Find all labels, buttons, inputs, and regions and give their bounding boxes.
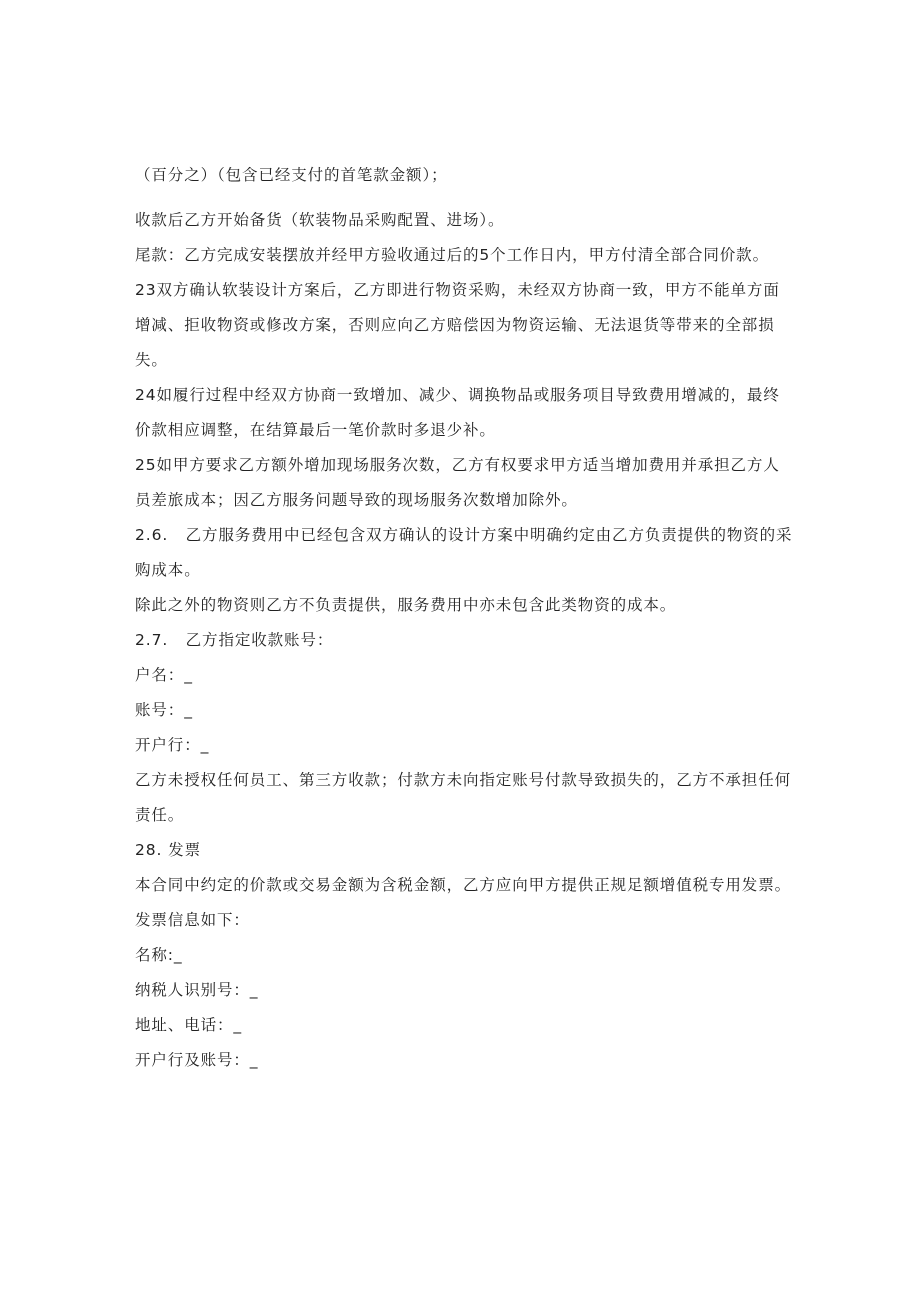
field-address-phone: 地址、电话：_	[135, 1016, 243, 1034]
paragraph-clause-2-6: 2.6. 乙方服务费用中已经包含双方确认的设计方案中明确约定由乙方负责提供的物资的采购成本。	[135, 526, 793, 579]
field-account-name: 户名：_	[135, 666, 193, 684]
paragraph-final-payment: 尾款：乙方完成安装摆放并经甲方验收通过后的5个工作日内，甲方付清全部合同价款。	[135, 246, 769, 264]
paragraph-clause-2-7: 2.7. 乙方指定收款账号：	[135, 631, 334, 649]
paragraph-no-authorization: 乙方未授权任何员工、第三方收款；付款方未向指定账号付款导致损失的，乙方不承担任何责任。	[135, 771, 792, 824]
field-bank: 开户行：_	[135, 736, 210, 754]
paragraph-payment-percentage: （百分之）（包含已经支付的首笔款金额）；	[135, 166, 448, 184]
paragraph-other-materials: 除此之外的物资则乙方不负责提供，服务费用中亦未包含此类物资的成本。	[135, 596, 677, 614]
paragraph-stocking: 收款后乙方开始备货（软装物品采购配置、进场）。	[135, 211, 505, 229]
paragraph-clause-23: 23双方确认软装设计方案后，乙方即进行物资采购，未经双方协商一致，甲方不能单方面增减、拒收物资或修改方案，否则应向乙方赔偿因为物资运输、无法退货等带来的全部损失。	[135, 281, 780, 369]
field-bank-and-account: 开户行及账号：_	[135, 1051, 259, 1069]
paragraph-invoice-terms: 本合同中约定的价款或交易金额为含税金额，乙方应向甲方提供正规足额增值税专用发票。发票信息如下：	[135, 876, 792, 929]
document-body	[135, 158, 795, 1078]
field-invoice-name: 名称:_	[135, 946, 183, 964]
heading-invoice: 28. 发票	[135, 841, 201, 859]
paragraph-clause-24: 24如履行过程中经双方协商一致增加、减少、调换物品或服务项目导致费用增减的，最终价款相应调整，在结算最后一笔价款时多退少补。	[135, 386, 780, 439]
field-account-number: 账号：_	[135, 701, 193, 719]
paragraph-clause-25: 25如甲方要求乙方额外增加现场服务次数，乙方有权要求甲方适当增加费用并承担乙方人员差旅成本；因乙方服务问题导致的现场服务次数增加除外。	[135, 456, 780, 509]
field-taxpayer-id: 纳税人识别号：_	[135, 981, 259, 999]
